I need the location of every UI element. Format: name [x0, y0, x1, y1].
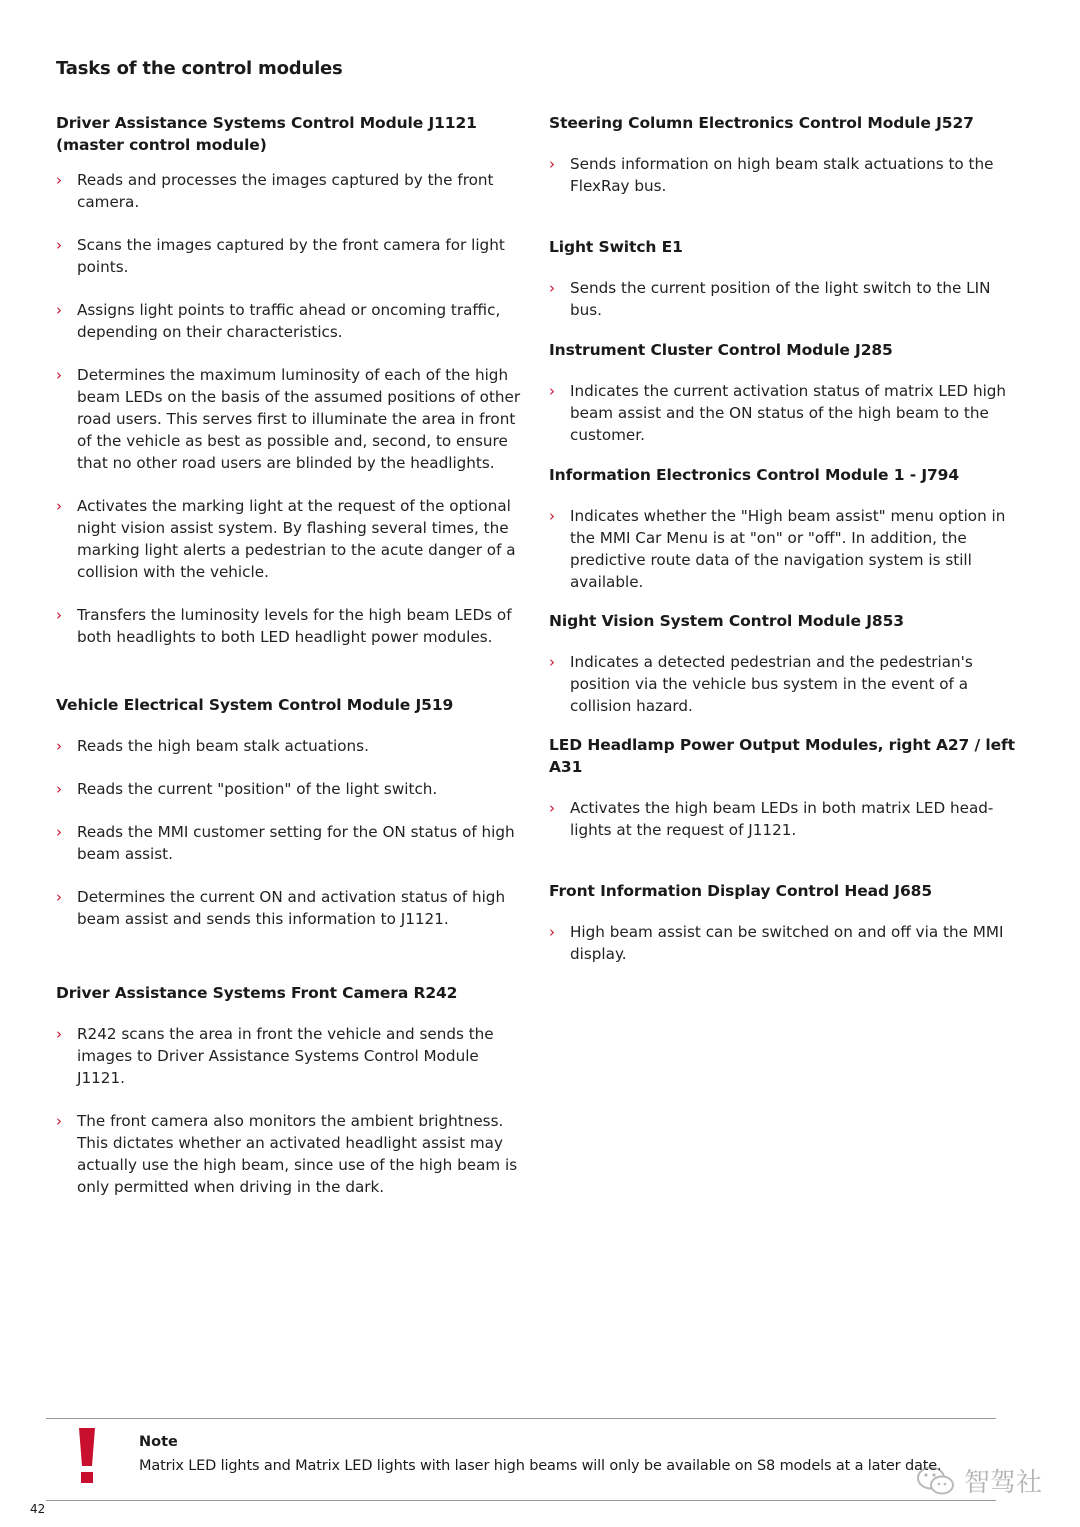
list-item: › Determines the current ON and activation status of high beam assist and sends this information to J1121.	[56, 886, 521, 930]
exclamation-icon	[76, 1428, 98, 1484]
section-heading: Vehicle Electrical System Control Module J519	[56, 696, 454, 714]
section-heading: Light Switch E1	[549, 238, 683, 256]
list-item: › Indicates whether the "High beam assist" menu option in the MMI Car Menu is at "on" or "off". In addition, the predictive route data of the navigation system is still available.	[549, 505, 1019, 593]
note-title: Note	[139, 1434, 178, 1450]
list-item: › Reads the MMI customer setting for the ON status of high beam assist.	[56, 821, 521, 865]
list-item: › Reads and processes the images captured by the front camera.	[56, 169, 521, 213]
section-j519	[56, 694, 521, 930]
section-heading: Night Vision System Control Module J853	[549, 612, 904, 630]
page-number: 42	[30, 1502, 46, 1516]
section-j527	[549, 112, 1019, 197]
list-item: › Reads the high beam stalk actuations.	[56, 735, 521, 757]
list-item: › Activates the marking light at the request of the optional night vision assist system. By flashing several times, the marking light alerts a pedestrian to the acute danger of a collision with the vehicle.	[56, 495, 521, 583]
section-heading: Front Information Display Control Head J685	[549, 882, 933, 900]
section-j685	[549, 880, 1019, 965]
note-bottom-rule	[46, 1500, 996, 1501]
note-top-rule	[46, 1418, 996, 1419]
wechat-icon	[916, 1465, 956, 1497]
left-column	[56, 112, 521, 1198]
section-j853	[549, 610, 1019, 717]
list-item: › Sends the current position of the light switch to the LIN bus.	[549, 277, 1019, 321]
section-heading: Instrument Cluster Control Module J285	[549, 341, 893, 359]
section-a27-a31	[549, 734, 1019, 841]
section-heading: Driver Assistance Systems Front Camera R242	[56, 984, 458, 1002]
list-item: › Determines the maximum luminosity of each of the high beam LEDs on the basis of the assumed positions of other road users. This serves first to illuminate the area in front of the vehicle as best as possible and, second, to ensure that no other road users are blinded by the headlights.	[56, 364, 521, 474]
watermark-text: 智驾社	[964, 1468, 1043, 1498]
list-item: › Reads the current "position" of the light switch.	[56, 778, 521, 800]
list-item: › Scans the images captured by the front camera for light points.	[56, 234, 521, 278]
section-heading: LED Headlamp Power Output Modules, right A27 / left A31	[549, 736, 1015, 776]
list-item: › Indicates the current activation status of matrix LED high beam assist and the ON status of the high beam to the customer.	[549, 380, 1019, 446]
list-item: › The front camera also monitors the ambient brightness. This dictates whether an activated headlight assist may actually use the high beam, since use of the high beam is only permitted when driving in the dark.	[56, 1110, 521, 1198]
list-item: › R242 scans the area in front the vehicle and sends the images to Driver Assistance Systems Control Module J1121.	[56, 1023, 521, 1089]
section-heading: Driver Assistance Systems Control Module J1121	[56, 114, 477, 132]
note-text: Matrix LED lights and Matrix LED lights with laser high beams will only be available on S8 models at a later date.	[139, 1458, 942, 1474]
section-j1121	[56, 112, 521, 648]
list-item: › Sends information on high beam stalk actuations to the FlexRay bus.	[549, 153, 1019, 197]
list-item: › Transfers the luminosity levels for the high beam LEDs of both headlights to both LED headlight power modules.	[56, 604, 521, 648]
section-heading: Information Electronics Control Module 1 - J794	[549, 466, 960, 484]
page-title: Tasks of the control modules	[56, 58, 343, 79]
watermark	[916, 1462, 1042, 1499]
section-subheading: (master control module)	[56, 136, 267, 154]
section-j794	[549, 464, 1019, 593]
list-item: › Assigns light points to traffic ahead or oncoming traffic, depending on their characteristics.	[56, 299, 521, 343]
list-item: › Activates the high beam LEDs in both matrix LED head-lights at the request of J1121.	[549, 797, 1019, 841]
section-r242	[56, 982, 521, 1198]
section-e1	[549, 236, 1019, 321]
section-j285	[549, 339, 1019, 446]
list-item: › Indicates a detected pedestrian and the pedestrian's position via the vehicle bus system in the event of a collision hazard.	[549, 651, 1019, 717]
section-heading: Steering Column Electronics Control Module J527	[549, 114, 974, 132]
list-item: › High beam assist can be switched on and off via the MMI display.	[549, 921, 1019, 965]
right-column	[549, 112, 1019, 965]
